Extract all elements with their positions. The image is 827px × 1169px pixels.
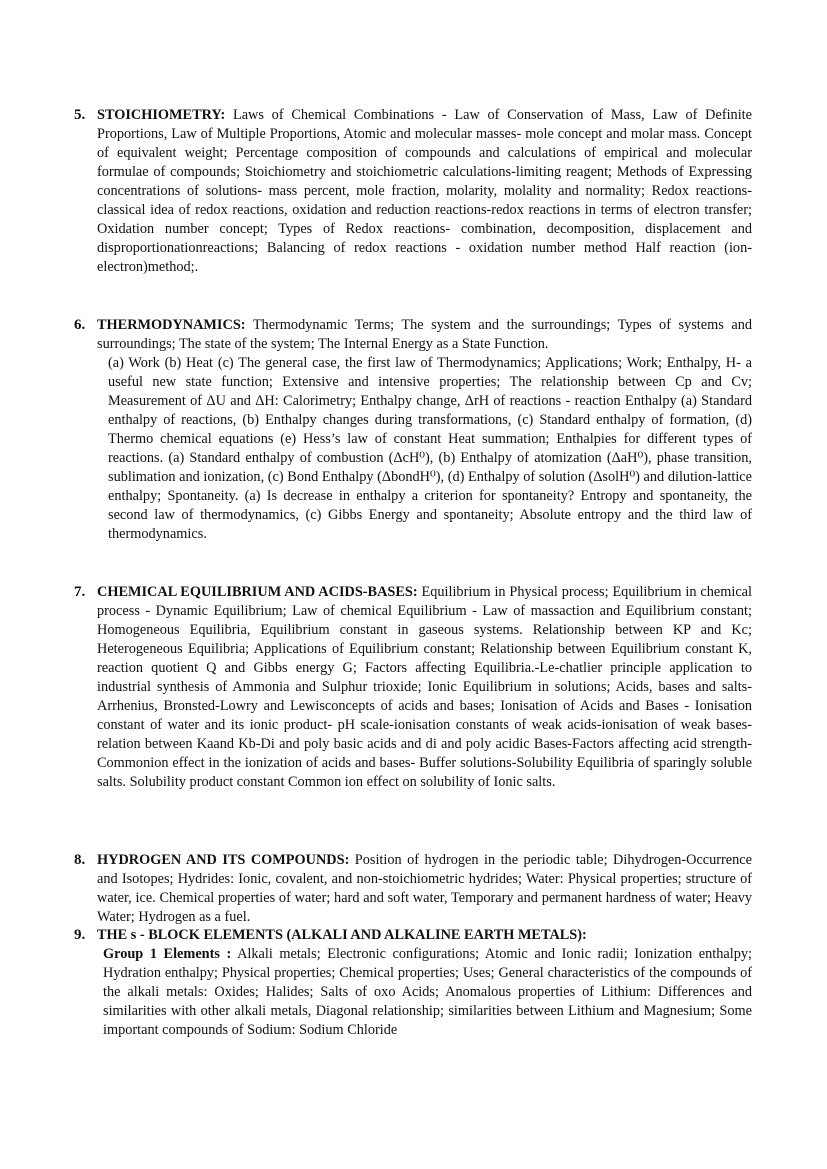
section-text: Position of hydrogen in the periodic table; Dihydrogen-Occurrence and Isotopes; Hydrides: Ionic, covalent, and non-stoichiometric hydrides; Water: Physical properties; structure of water, ice. Chemical properties of water; hard and soft water, Temporary and permanent hardness of water; Heavy Water; Hydrogen as a fuel. (97, 852, 752, 925)
sub-heading: Group 1 Elements : (103, 946, 232, 962)
section-number: 8. (74, 852, 86, 868)
section-number: 6. (74, 317, 86, 333)
section-heading: STOICHIOMETRY: (97, 107, 226, 123)
section-thermodynamics (74, 316, 752, 544)
section-text: Laws of Chemical Combinations - Law of Conservation of Mass, Law of Definite Proportions, Law of Multiple Proportions, Atomic and molecular masses- mole concept and molar mass. Concept of equivalent weight; Percentage composition of compounds and calculations of empirical and molecular formulae of compounds; Stoichiometry and stoichiometric calculations-limiting reagent; Methods of Expressing concentrations of solutions- mass percent, mole fraction, molarity, molality and normality; Redox reactions-classical idea of redox reactions, oxidation and reduction reactions-redox reactions in terms of electron transfer; Oxidation number concept; Types of Redox reactions- combination, decomposition, displacement and disproportionationreactions; Balancing of redox reactions - oxidation number method Half reaction (ion-electron)method;. (97, 107, 752, 275)
section-hydrogen (74, 851, 752, 927)
section-body (97, 926, 752, 945)
section-subtext (103, 945, 752, 1040)
section-body (97, 106, 752, 277)
section-text: Thermodynamic Terms; The system and the surroundings; Types of systems and surroundings; The state of the system; The Internal Energy as a State Function. (97, 317, 752, 352)
section-body (97, 851, 752, 927)
section-heading: THE s - BLOCK ELEMENTS (ALKALI AND ALKALINE EARTH METALS): (97, 927, 587, 943)
section-text: Equilibrium in Physical process; Equilibrium in chemical process - Dynamic Equilibrium; Law of chemical Equilibrium - Law of massaction and Equilibrium constant; Homogeneous Equilibria, Equilibrium constant in gaseous systems. Relationship between KP and Kc; Heterogeneous Equilibria; Applications of Equilibrium constant; Relationship between Equilibrium constant K, reaction quotient Q and Gibbs energy G; Factors affecting Equilibria.-Le-chatlier principle application to industrial synthesis of Ammonia and Sulphur trioxide; Ionic Equilibrium in solutions; Acids, bases and salts- Arrhenius, Bronsted-Lowry and Lewisconcepts of acids and bases; Ionisation of Acids and Bases - Ionisation constant of water and its ionic product- pH scale-ionisation constants of weak acids-ionisation of weak bases-relation between Kaand Kb-Di and poly basic acids and di and poly acidic Bases-Factors affecting acid strength- Commonion effect in the ionization of acids and bases- Buffer solutions-Solubility Equilibria of sparingly soluble salts. Solubility product constant Common ion effect on solubility of Ionic salts. (97, 584, 752, 790)
section-s-block (74, 926, 752, 1040)
section-number: 9. (74, 927, 86, 943)
section-chemical-equilibrium (74, 583, 752, 792)
section-heading: HYDROGEN AND ITS COMPOUNDS: (97, 852, 350, 868)
sub-text: Alkali metals; Electronic configurations; Atomic and Ionic radii; Ionization enthalpy; Hydration enthalpy; Physical properties; Chemical properties; Uses; General characteristics of the compounds of the alkali metals: Oxides; Halides; Salts of oxo Acids; Anomalous properties of Lithium: Differences and similarities with other alkali metals, Diagonal relationship; similarities between Lithium and Magnesium; Some important compounds of Sodium: Sodium Chloride (103, 946, 752, 1038)
section-number: 7. (74, 584, 86, 600)
section-body (97, 316, 752, 354)
section-subtext: (a) Work (b) Heat (c) The general case, the first law of Thermodynamics; Applications; Work; Enthalpy, H- a useful new state function; Extensive and intensive properties; The relationship between Cp and Cv; Measurement of ΔU and ΔH: Calorimetry; Enthalpy change, ΔrH of reactions - reaction Enthalpy (a) Standard enthalpy of reactions, (b) Enthalpy changes during transformations, (c) Standard enthalpy of formation, (d) Thermo chemical equations (e) Hess’s law of constant Heat summation; Enthalpies for different types of reactions. (a) Standard enthalpy of combustion (ΔcH⁰), (b) Enthalpy of atomization (ΔaH⁰), phase transition, sublimation and ionization, (c) Bond Enthalpy (ΔbondH⁰), (d) Enthalpy of solution (ΔsolH⁰) and dilution-lattice enthalpy; Spontaneity. (a) Is decrease in enthalpy a criterion for spontaneity? Entropy and spontaneity, the second law of thermodynamics, (c) Gibbs Energy and spontaneity; Absolute entropy and the third law of thermodynamics. (108, 355, 752, 542)
section-body (97, 583, 752, 792)
section-heading: CHEMICAL EQUILIBRIUM AND ACIDS-BASES: (97, 584, 418, 600)
section-stoichiometry (74, 106, 752, 277)
section-number: 5. (74, 107, 86, 123)
section-heading: THERMODYNAMICS: (97, 317, 246, 333)
